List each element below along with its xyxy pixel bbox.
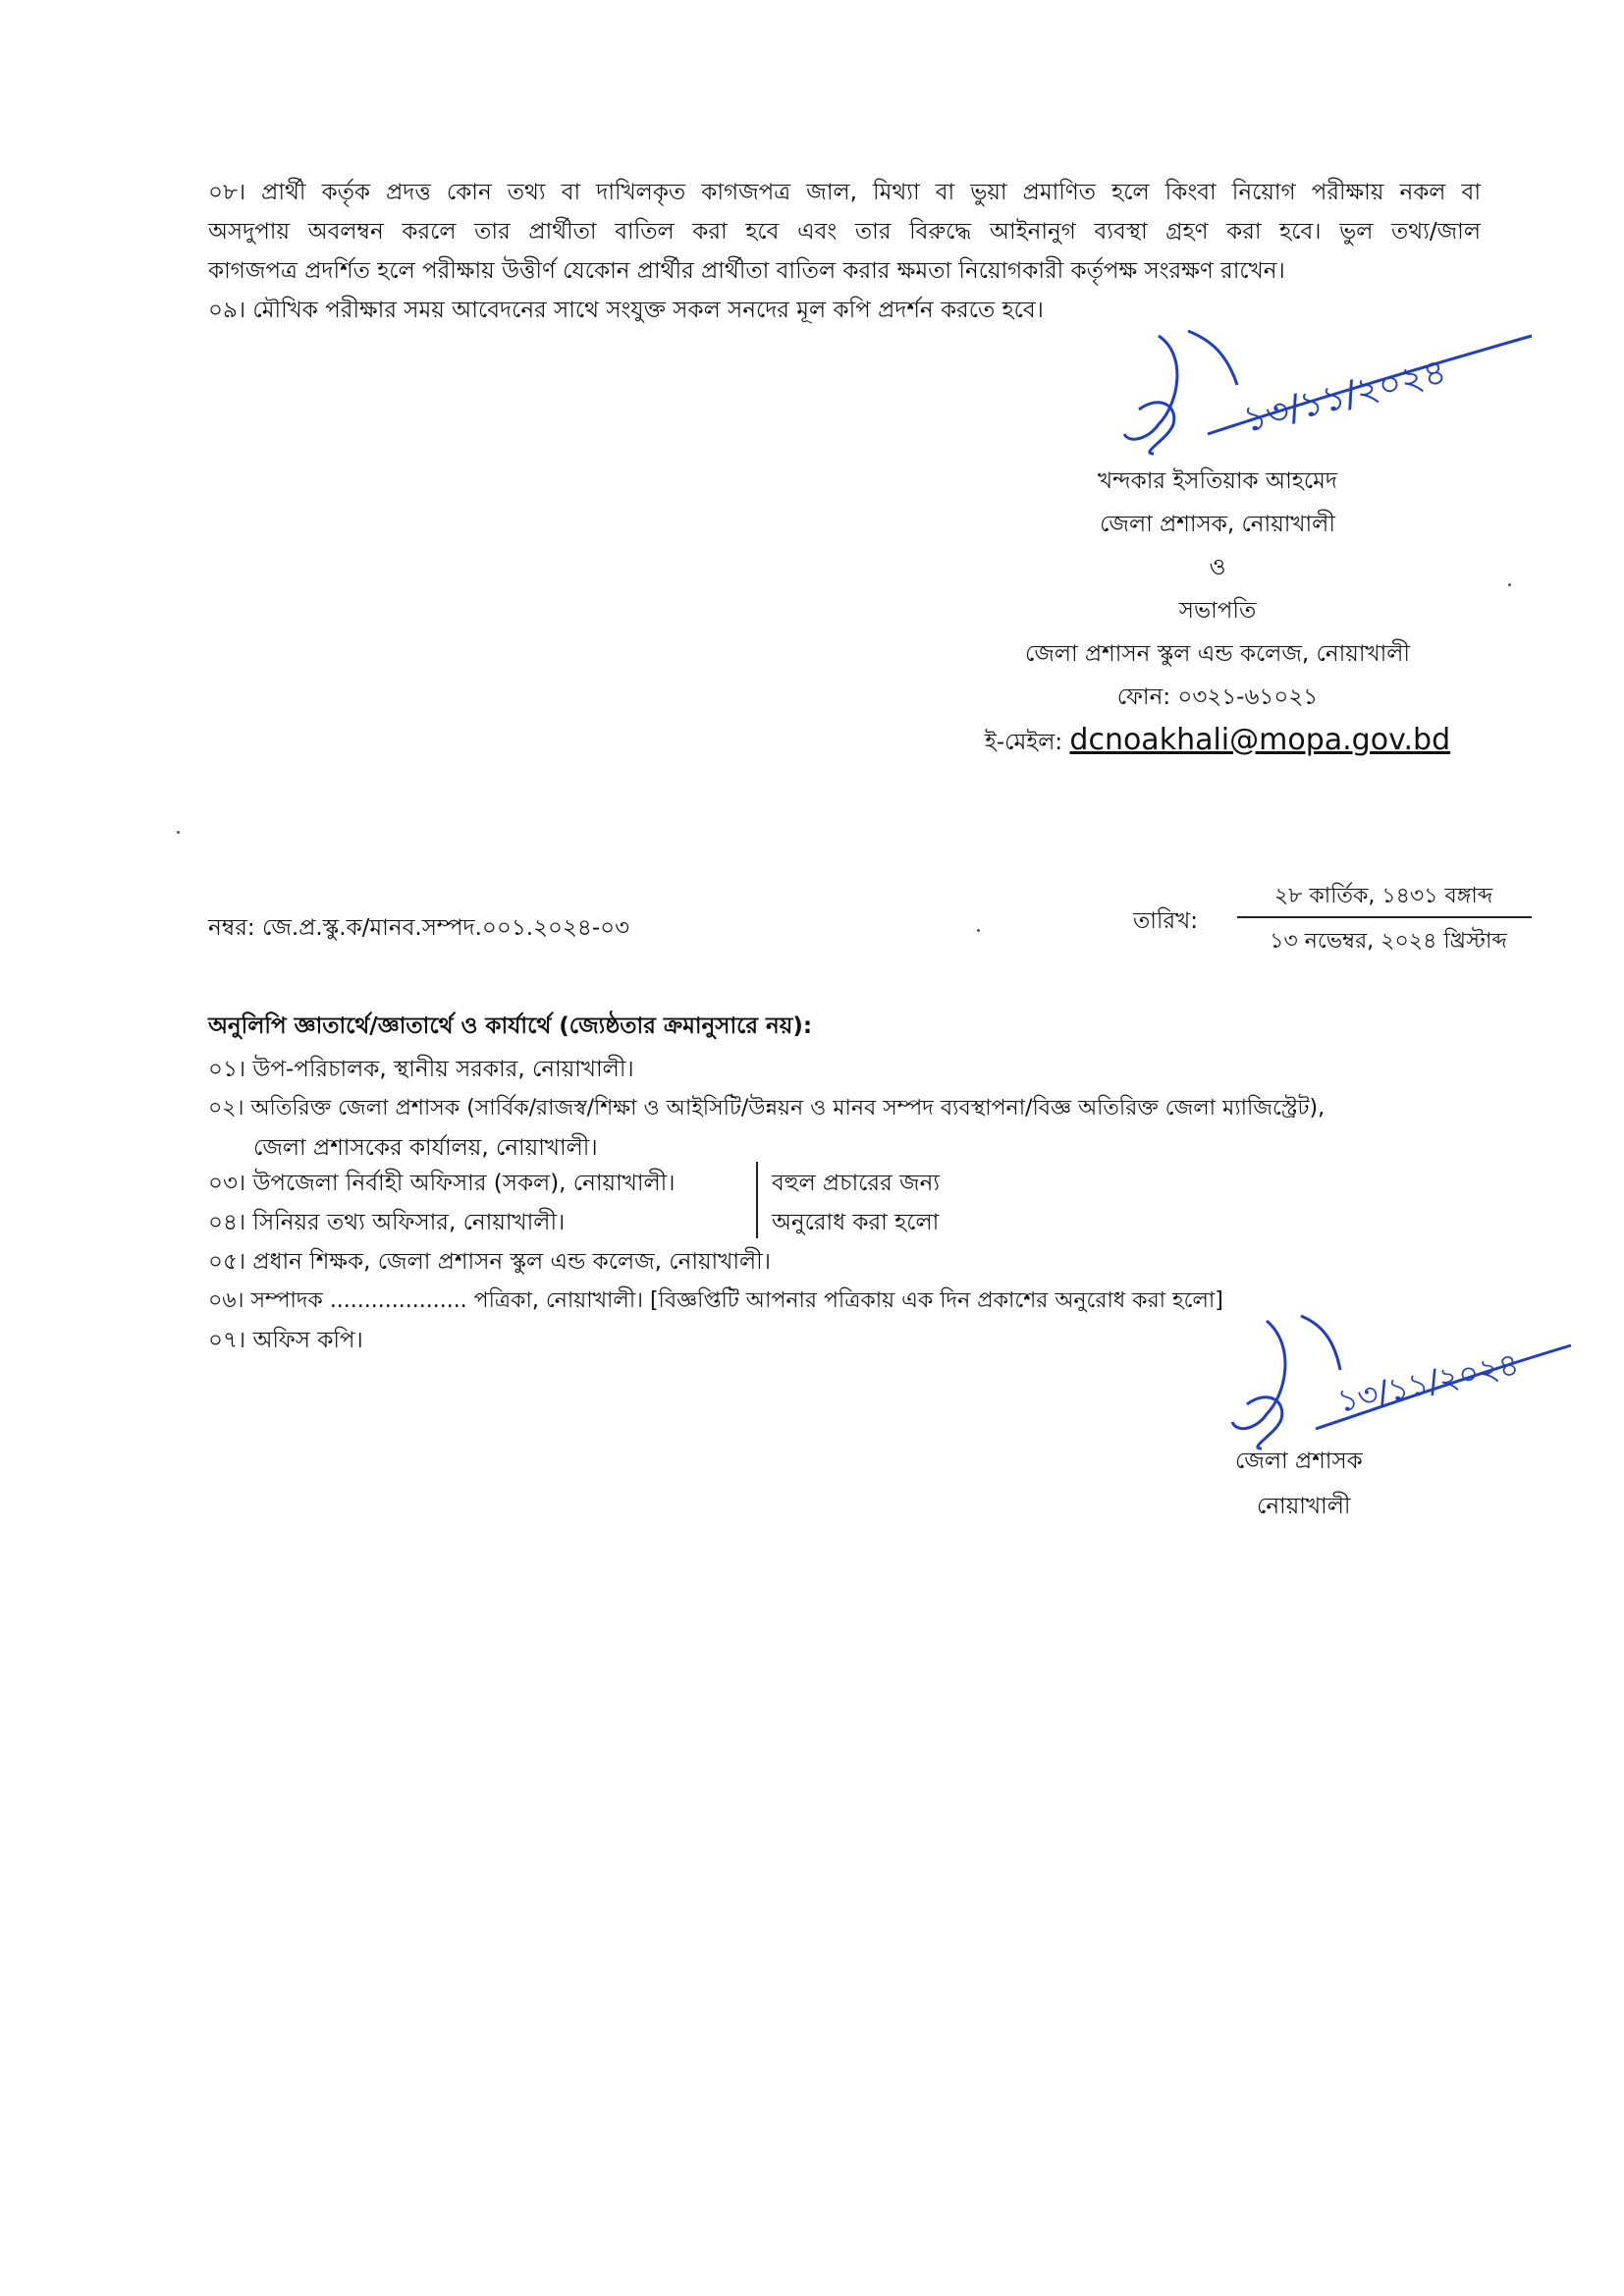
email-address[interactable]: dcnoakhali@mopa.gov.bd [1069, 723, 1451, 757]
note-divider [756, 1162, 758, 1238]
signature-1-date: ১৩/১১/২০২৪ [1239, 351, 1451, 441]
copy-item-02-cont: জেলা প্রশাসকের কার্যালয়, নোয়াখালী। [253, 1135, 598, 1161]
memo-number: নম্বর: জে.প্র.স্কু.ক/মানব.সম্পদ.০০১.২০২৪-০৩ [208, 915, 630, 941]
signature-1-handwritten [1119, 316, 1551, 464]
date-english: ১৩ নভেম্বর, ২০২৪ খ্রিস্টাব্দ [1270, 929, 1507, 954]
signatory-institution: জেলা প্রশাসন স্কুল এন্ড কলেজ, নোয়াখালী [1024, 641, 1410, 667]
signatory-conjunction: ও [1209, 555, 1226, 580]
copy-list-heading: অনুলিপি জ্ঞাতার্থে/জ্ঞাতার্থে ও কার্যার্থে (জ্যেষ্ঠতার ক্রমানুসারে নয়): [208, 1013, 813, 1039]
copy-item-01: ০১। উপ-পরিচালক, স্থানীয় সরকার, নোয়াখালী। [208, 1057, 634, 1082]
signatory-role: সভাপতি [1178, 598, 1257, 624]
signatory-phone: ফোন: ০৩২১-৬১০২১ [1116, 684, 1319, 710]
date-bangla: ২৮ কার্তিক, ১৪৩১ বঙ্গাব্দ [1273, 884, 1493, 908]
signature-block-1 [943, 460, 1492, 764]
signature-2-date: ১৩/১১/২০২৪ [1333, 1344, 1523, 1420]
signature-2-handwritten [1227, 1306, 1581, 1453]
date-divider [1237, 916, 1532, 918]
copy-item-06: ০৬। সম্পাদক .................... পত্রিকা, নোয়াখালী। [বিজ্ঞপ্তিটি আপনার পত্রিকায় এক দিন প্রকাশের অনুরোধ করা হলো] [208, 1288, 1223, 1313]
scan-speck [177, 831, 180, 834]
signature-2-designation: জেলা প্রশাসক [1235, 1449, 1363, 1474]
scan-speck [977, 929, 980, 932]
signature-2-location: নোয়াখালী [1257, 1494, 1351, 1519]
signatory-designation: জেলা প্রশাসক, নোয়াখালী [1100, 512, 1335, 537]
signatory-email-row [943, 719, 1492, 764]
copy-item-07: ০৭। অফিস কপি। [208, 1328, 363, 1353]
copy-item-02: ০২। অতিরিক্ত জেলা প্রশাসক (সার্বিক/রাজস্ব/শিক্ষা ও আইসিটি/উন্নয়ন ও মানব সম্পদ ব্যবস্থাপনা/বিজ্ঞ অতিরিক্ত জেলা ম্যাজিস্ট্রেট), [208, 1096, 1326, 1121]
instruction-08-line-2: অসদুপায় অবলম্বন করলে তার প্রার্থীতা বাতিল করা হবে এবং তার বিরুদ্ধে আইনানুগ ব্যবস্থা গ্রহণ করা হবে। ভুল তথ্য/জাল [208, 219, 1481, 245]
copy-item-04: ০৪। সিনিয়র তথ্য অফিসার, নোয়াখালী। [208, 1210, 566, 1235]
instruction-08-line-3: কাগজপত্র প্রদর্শিত হলে পরীক্ষায় উত্তীর্ণ যেকোন প্রার্থীর প্রার্থীতা বাতিল করার ক্ষমতা নিয়োগকারী কর্তৃপক্ষ সংরক্ষণ রাখেন। [208, 258, 1285, 284]
email-label: ই-মেইল: [984, 730, 1063, 755]
copy-note-line-1: বহুল প্রচারের জন্য [772, 1171, 941, 1196]
date-label: তারিখ: [1133, 908, 1199, 934]
copy-item-05: ০৫। প্রধান শিক্ষক, জেলা প্রশাসন স্কুল এন্ড কলেজ, নোয়াখালী। [208, 1249, 771, 1275]
instruction-09: ০৯। মৌখিক পরীক্ষার সময় আবেদনের সাথে সংযুক্ত সকল সনদের মূল কপি প্রদর্শন করতে হবে। [208, 298, 1044, 323]
copy-item-03: ০৩। উপজেলা নির্বাহী অফিসার (সকল), নোয়াখালী। [208, 1171, 676, 1196]
signatory-name: খন্দকার ইসতিয়াক আহমেদ [1098, 468, 1337, 494]
scan-speck [1508, 583, 1511, 586]
instruction-08-line-1: ০৮। প্রার্থী কর্তৃক প্রদত্ত কোন তথ্য বা দাখিলকৃত কাগজপত্র জাল, মিথ্যা বা ভুয়া প্রমাণিত হলে কিংবা নিয়োগ পরীক্ষায় নকল বা [208, 180, 1481, 205]
copy-note-line-2: অনুরোধ করা হলো [772, 1210, 940, 1235]
